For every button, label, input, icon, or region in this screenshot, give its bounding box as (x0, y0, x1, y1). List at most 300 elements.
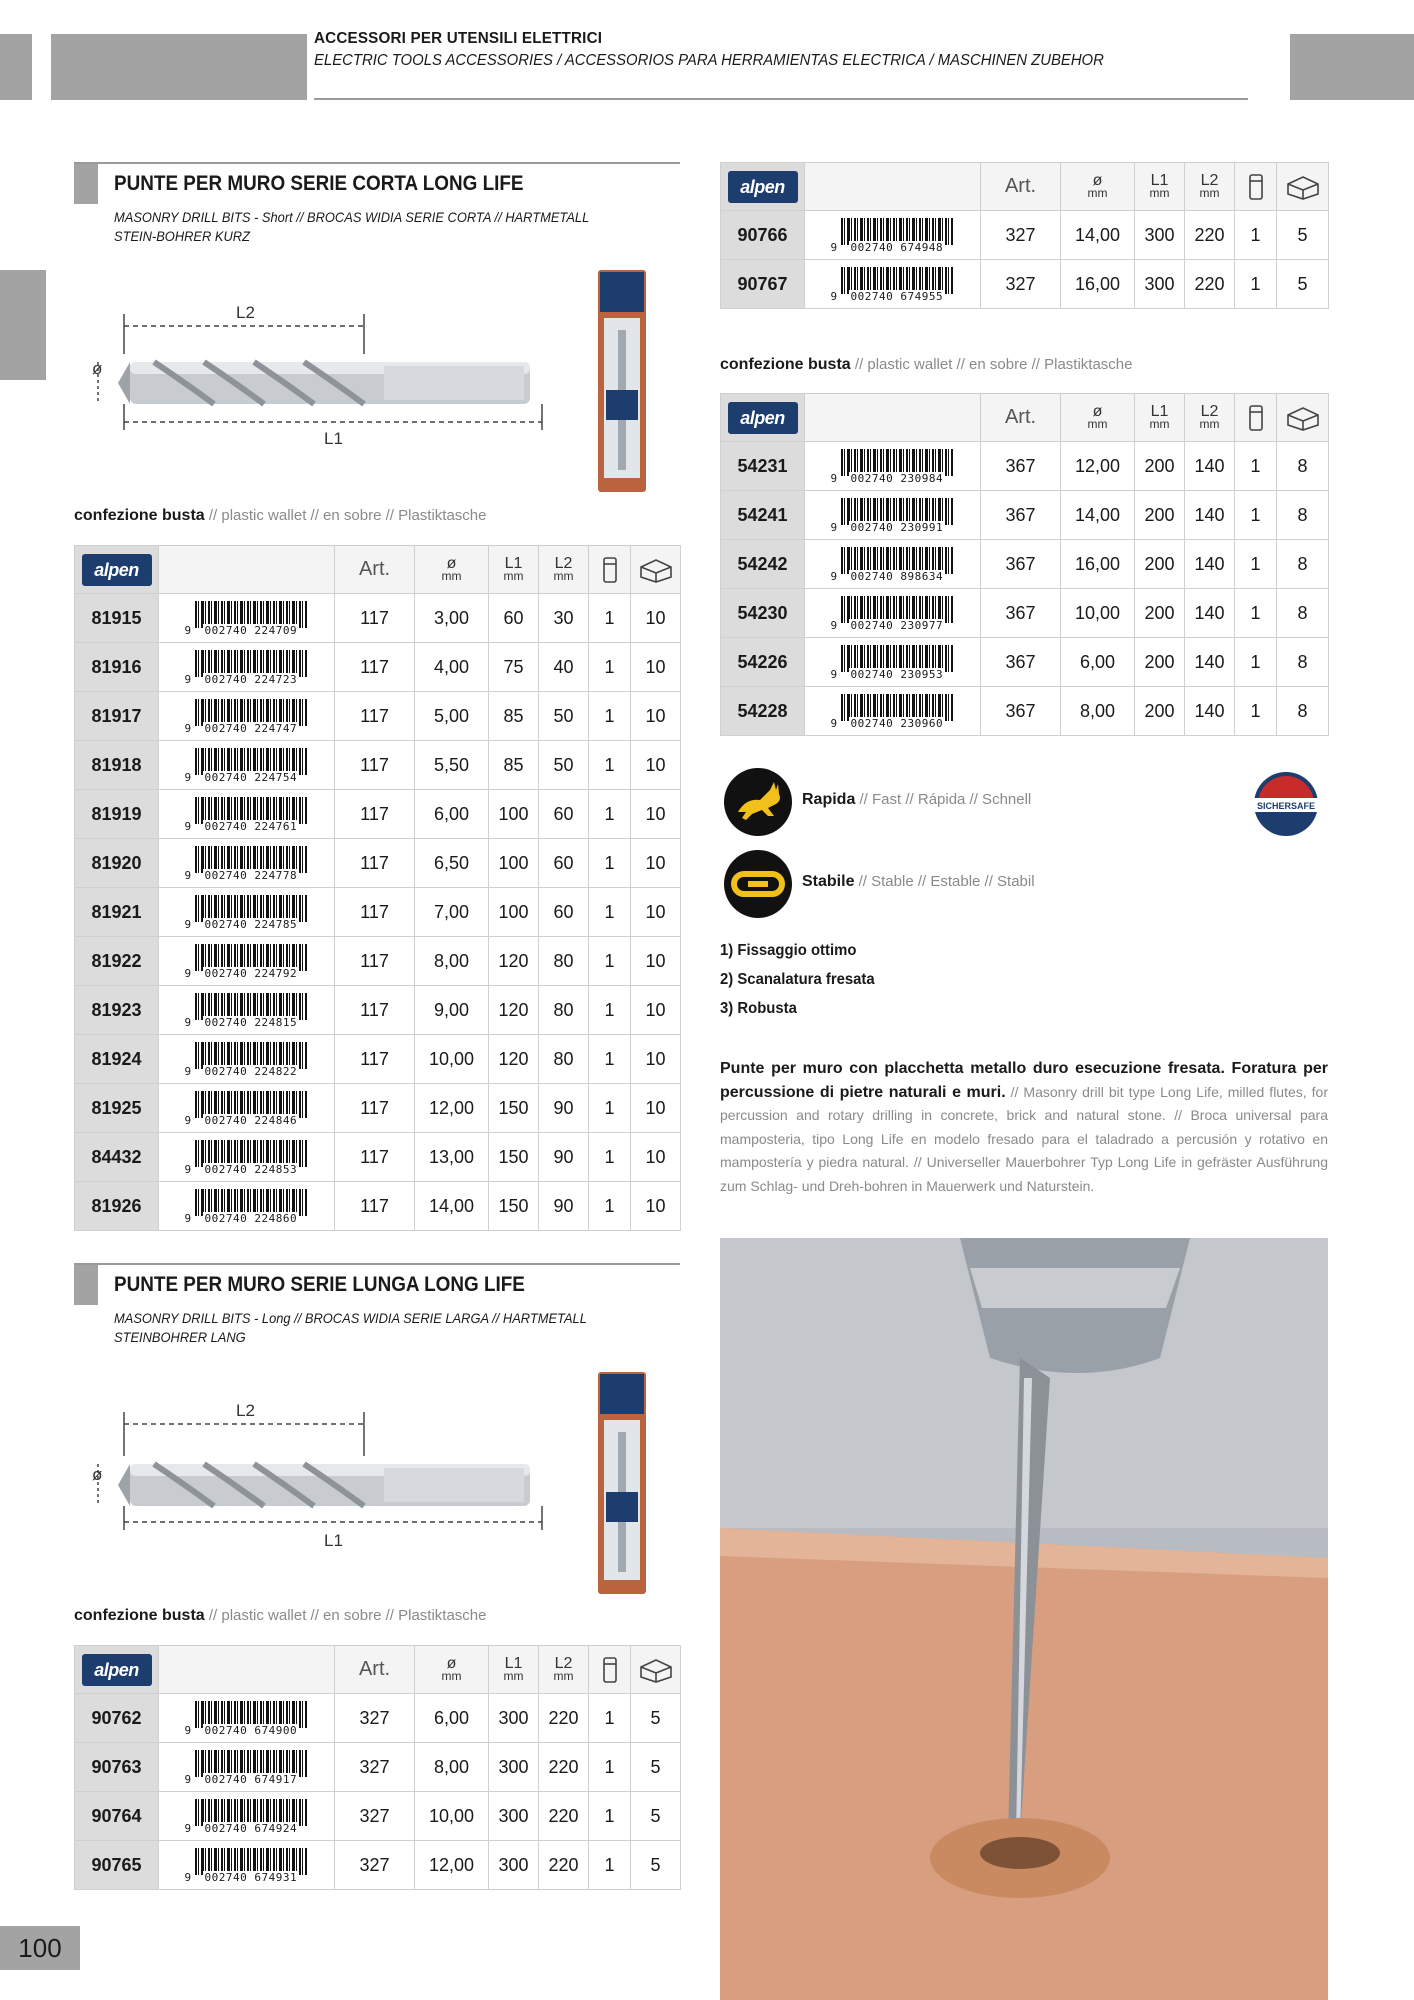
diameter: 6,50 (415, 839, 489, 888)
product-code: 81924 (75, 1035, 159, 1084)
barcode-lead-digit: 9 (184, 1773, 192, 1786)
barcode-lead-digit: 9 (184, 673, 192, 686)
barcode-cell (159, 1133, 335, 1182)
barcode (185, 1040, 309, 1078)
table-row (75, 986, 681, 1035)
barcode-cell (159, 741, 335, 790)
barcode-lead-digit: 9 (830, 717, 838, 730)
list-item: 2) Scanalatura fresata (720, 971, 875, 988)
length-l2: 140 (1185, 687, 1235, 736)
box-pack-icon (1286, 174, 1320, 200)
dim-label-l2: L2 (236, 1401, 255, 1420)
table-row (75, 643, 681, 692)
table-row (721, 687, 1329, 736)
length-l1: 200 (1135, 589, 1185, 638)
barcode-lead-digit: 9 (184, 1212, 192, 1225)
dim-label-l1: L1 (324, 429, 343, 448)
sichersafe-badge-icon (1252, 770, 1320, 838)
box-qty: 5 (631, 1792, 681, 1841)
barcode-number: 002740 674900 (204, 1724, 298, 1737)
product-code: 81920 (75, 839, 159, 888)
box-pack-icon (639, 1657, 673, 1683)
rapida-badge (724, 768, 792, 836)
barcode-lead-digit: 9 (184, 1065, 192, 1078)
table-row (721, 638, 1329, 687)
product-code: 90763 (75, 1743, 159, 1792)
product-code: 54241 (721, 491, 805, 540)
length-l2: 220 (539, 1694, 589, 1743)
length-l1: 150 (489, 1182, 539, 1231)
pack-qty: 1 (589, 741, 631, 790)
table-row (75, 937, 681, 986)
pack-qty: 1 (1235, 687, 1277, 736)
barcode-lead-digit: 9 (184, 1114, 192, 1127)
length-l2: 220 (1185, 260, 1235, 309)
product-code: 90767 (721, 260, 805, 309)
drill-bit-illustration (118, 362, 530, 404)
table-row (721, 491, 1329, 540)
product-code: 54230 (721, 589, 805, 638)
diameter: 8,00 (415, 937, 489, 986)
barcode-cell (159, 1743, 335, 1792)
art-number: 117 (335, 692, 415, 741)
brand-logo: alpen (728, 402, 798, 434)
table-header-row (721, 163, 1329, 211)
product-code: 81917 (75, 692, 159, 741)
length-l1: 100 (489, 839, 539, 888)
barcode-cell (159, 1084, 335, 1133)
barcode-number: 002740 224761 (204, 820, 298, 833)
box-qty: 8 (1277, 442, 1329, 491)
length-l1: 200 (1135, 491, 1185, 540)
col-l2: L2 (1200, 171, 1219, 189)
diameter: 4,00 (415, 643, 489, 692)
barcode (831, 545, 955, 583)
packaging-label-translations: // plastic wallet // en sobre // Plastiktasche (204, 507, 487, 524)
art-number: 367 (981, 687, 1061, 736)
section-subtitle-long: MASONRY DRILL BITS - Long // BROCAS WIDIA SERIE LARGA // HARTMETALL STEINBOHRER LANG (114, 1310, 587, 1345)
product-description (720, 1058, 1328, 1198)
corner-block-left (0, 34, 32, 100)
length-l1: 300 (1135, 211, 1185, 260)
art-number: 117 (335, 1084, 415, 1133)
stabile-label (802, 873, 1035, 891)
col-diam-unit: mm (1087, 416, 1108, 431)
barcode-number: 002740 224815 (204, 1016, 298, 1029)
length-l1: 100 (489, 888, 539, 937)
section-divider (74, 1263, 680, 1265)
length-l1: 75 (489, 643, 539, 692)
box-qty: 10 (631, 741, 681, 790)
table-row (75, 790, 681, 839)
barcode-cell (805, 540, 981, 589)
barcode-number: 002740 674955 (850, 290, 944, 303)
rapida-label-bold: Rapida (802, 791, 856, 808)
barcode (185, 1748, 309, 1786)
barcode (185, 795, 309, 833)
barcode (185, 1187, 309, 1225)
box-qty: 8 (1277, 638, 1329, 687)
barcode (185, 1797, 309, 1835)
diameter: 13,00 (415, 1133, 489, 1182)
length-l1: 60 (489, 594, 539, 643)
box-qty: 10 (631, 1035, 681, 1084)
length-l1: 100 (489, 790, 539, 839)
length-l2: 60 (539, 790, 589, 839)
art-number: 327 (335, 1841, 415, 1890)
barcode (185, 1138, 309, 1176)
table-row (75, 1133, 681, 1182)
product-table-short (74, 545, 681, 1231)
art-number: 117 (335, 1182, 415, 1231)
barcode-lead-digit: 9 (184, 624, 192, 637)
stabile-badge (724, 850, 792, 918)
section-marker (74, 1265, 98, 1305)
barcode-cell (805, 687, 981, 736)
header-divider (314, 98, 1248, 100)
pack-qty: 1 (589, 1182, 631, 1231)
packaging-label-367 (720, 356, 1132, 374)
box-qty: 10 (631, 790, 681, 839)
product-code: 90766 (721, 211, 805, 260)
product-table-long (74, 1645, 681, 1890)
art-number: 117 (335, 1035, 415, 1084)
barcode (185, 746, 309, 784)
packaging-label-translations: // plastic wallet // en sobre // Plastiktasche (204, 1607, 487, 1624)
page-number: 100 (0, 1926, 80, 1970)
pack-qty: 1 (589, 839, 631, 888)
length-l2: 50 (539, 741, 589, 790)
barcode-number: 002740 674917 (204, 1773, 298, 1786)
pack-qty: 1 (1235, 211, 1277, 260)
barcode (831, 496, 955, 534)
description-translations: // Masonry drill bit type Long Life, milled flutes, for percussion and rotary drilling in concrete, brick and natural stone. // Broca universal para mamposteria, tipo Long Life en modelo fresado para el taladrado a percusión y rotativo en mampostería y piedra natural. // Universeller Mauerbohrer Typ Long Life in gefräster Ausführung zum Schlag- und Dreh-bohren in Mauerwerk und Naturstein. (720, 1083, 1329, 1194)
barcode-lead-digit: 9 (184, 967, 192, 980)
barcode-cell (159, 594, 335, 643)
length-l2: 140 (1185, 540, 1235, 589)
pack-qty: 1 (1235, 260, 1277, 309)
table-row (75, 692, 681, 741)
drill-diagram-long (84, 1396, 564, 1556)
box-qty: 10 (631, 1084, 681, 1133)
barcode-lead-digit: 9 (184, 1724, 192, 1737)
barcode-cell (159, 1035, 335, 1084)
barcode-cell (805, 442, 981, 491)
box-qty: 10 (631, 594, 681, 643)
art-number: 327 (981, 211, 1061, 260)
col-l1-unit: mm (1149, 185, 1170, 200)
barcode (185, 991, 309, 1029)
barcode-number: 002740 230984 (850, 472, 944, 485)
pack-qty: 1 (1235, 491, 1277, 540)
section-title-short: PUNTE PER MURO SERIE CORTA LONG LIFE (114, 172, 524, 195)
chain-link-icon (724, 850, 792, 918)
barcode-number: 002740 230991 (850, 521, 944, 534)
length-l2: 60 (539, 839, 589, 888)
col-l2-unit: mm (553, 1668, 574, 1683)
length-l1: 85 (489, 692, 539, 741)
packaging-label-long (74, 1607, 486, 1625)
barcode (831, 216, 955, 254)
product-code: 54242 (721, 540, 805, 589)
single-pack-icon (602, 556, 618, 584)
section-divider (74, 162, 680, 164)
pack-qty: 1 (589, 1694, 631, 1743)
brand-logo: alpen (82, 554, 152, 586)
table-row (75, 1841, 681, 1890)
barcode-lead-digit: 9 (184, 1163, 192, 1176)
pack-qty: 1 (1235, 638, 1277, 687)
col-art: Art. (981, 163, 1061, 211)
section-marker (74, 164, 98, 204)
length-l1: 150 (489, 1133, 539, 1182)
barcode-lead-digit: 9 (830, 668, 838, 681)
barcode-cell (805, 491, 981, 540)
product-code: 90765 (75, 1841, 159, 1890)
art-number: 117 (335, 1133, 415, 1182)
pack-qty: 1 (589, 643, 631, 692)
diameter: 14,00 (1061, 211, 1135, 260)
col-l1: L1 (1150, 402, 1169, 420)
col-diam-unit: mm (441, 1668, 462, 1683)
product-code: 81925 (75, 1084, 159, 1133)
box-qty: 5 (1277, 211, 1329, 260)
drill-in-brick-photo (720, 1238, 1328, 2000)
pack-qty: 1 (589, 594, 631, 643)
length-l1: 120 (489, 937, 539, 986)
col-diam: ø (446, 554, 457, 572)
diameter: 14,00 (1061, 491, 1135, 540)
art-number: 367 (981, 638, 1061, 687)
barcode-cell (159, 986, 335, 1035)
diameter: 10,00 (415, 1035, 489, 1084)
diameter: 12,00 (1061, 442, 1135, 491)
pack-qty: 1 (1235, 540, 1277, 589)
product-code: 90764 (75, 1792, 159, 1841)
section-subtitle-short: MASONRY DRILL BITS - Short // BROCAS WIDIA SERIE CORTA // HARTMETALL STEIN-BOHRER KURZ (114, 209, 590, 244)
box-qty: 10 (631, 643, 681, 692)
col-l1: L1 (504, 554, 523, 572)
drill-diagram-short (84, 294, 564, 454)
art-number: 327 (981, 260, 1061, 309)
product-code: 81921 (75, 888, 159, 937)
table-row (75, 1792, 681, 1841)
barcode-number: 002740 224747 (204, 722, 298, 735)
barcode-lead-digit: 9 (830, 521, 838, 534)
length-l2: 140 (1185, 638, 1235, 687)
art-number: 117 (335, 790, 415, 839)
length-l2: 220 (1185, 211, 1235, 260)
blister-pack-image (598, 270, 646, 492)
length-l2: 60 (539, 888, 589, 937)
diameter: 6,00 (415, 790, 489, 839)
barcode-cell (159, 839, 335, 888)
col-diam-unit: mm (1087, 185, 1108, 200)
table-row (721, 589, 1329, 638)
dim-label-diam: ø (92, 359, 103, 378)
diameter: 6,00 (415, 1694, 489, 1743)
box-qty: 5 (631, 1743, 681, 1792)
barcode-number: 002740 230953 (850, 668, 944, 681)
barcode-lead-digit: 9 (184, 771, 192, 784)
barcode-number: 002740 224853 (204, 1163, 298, 1176)
rapida-label (802, 791, 1031, 809)
sichersafe-badge-text: SICHERSAFE (1256, 801, 1316, 811)
barcode-number: 002740 674948 (850, 241, 944, 254)
art-number: 327 (335, 1694, 415, 1743)
barcode-number: 002740 224709 (204, 624, 298, 637)
col-l1-unit: mm (503, 568, 524, 583)
length-l1: 200 (1135, 540, 1185, 589)
diameter: 5,50 (415, 741, 489, 790)
table-row (75, 1035, 681, 1084)
barcode-number: 002740 224778 (204, 869, 298, 882)
length-l2: 220 (539, 1792, 589, 1841)
corner-block-right (1290, 34, 1414, 100)
barcode-lead-digit: 9 (184, 918, 192, 931)
box-qty: 10 (631, 986, 681, 1035)
page-header-subtitle: ELECTRIC TOOLS ACCESSORIES / ACCESSORIOS PARA HERRAMIENTAS ELECTRICA / MASCHINEN ZUBEHOR (314, 52, 1104, 69)
length-l2: 50 (539, 692, 589, 741)
pack-qty: 1 (589, 1035, 631, 1084)
length-l1: 300 (489, 1694, 539, 1743)
product-table-367 (720, 393, 1329, 736)
barcode-number: 002740 224792 (204, 967, 298, 980)
dim-label-l2: L2 (236, 303, 255, 322)
col-diam: ø (1092, 402, 1103, 420)
single-pack-icon (1248, 404, 1264, 432)
length-l1: 120 (489, 1035, 539, 1084)
diameter: 8,00 (1061, 687, 1135, 736)
diameter: 7,00 (415, 888, 489, 937)
barcode (185, 844, 309, 882)
product-code: 81919 (75, 790, 159, 839)
length-l1: 150 (489, 1084, 539, 1133)
single-pack-icon (602, 1656, 618, 1684)
rapida-label-translations: // Fast // Rápida // Schnell (855, 791, 1032, 808)
product-code: 54226 (721, 638, 805, 687)
section-title-long: PUNTE PER MURO SERIE LUNGA LONG LIFE (114, 1273, 525, 1296)
diameter: 3,00 (415, 594, 489, 643)
art-number: 117 (335, 937, 415, 986)
diameter: 10,00 (1061, 589, 1135, 638)
brand-logo: alpen (82, 1654, 152, 1686)
col-l2: L2 (1200, 402, 1219, 420)
product-photo (720, 1238, 1328, 2000)
barcode-number: 002740 674924 (204, 1822, 298, 1835)
product-code: 54228 (721, 687, 805, 736)
table-row (721, 442, 1329, 491)
side-tab (0, 270, 46, 380)
product-code: 84432 (75, 1133, 159, 1182)
length-l2: 80 (539, 937, 589, 986)
barcode-cell (805, 638, 981, 687)
pack-qty: 1 (589, 1841, 631, 1890)
length-l1: 300 (489, 1792, 539, 1841)
art-number: 367 (981, 442, 1061, 491)
barcode (185, 1089, 309, 1127)
box-qty: 10 (631, 937, 681, 986)
col-l2-unit: mm (1199, 416, 1220, 431)
box-qty: 10 (631, 888, 681, 937)
box-qty: 10 (631, 839, 681, 888)
barcode (185, 893, 309, 931)
length-l2: 140 (1185, 491, 1235, 540)
box-qty: 8 (1277, 687, 1329, 736)
table-row (75, 1743, 681, 1792)
barcode-cell (159, 790, 335, 839)
barcode-lead-digit: 9 (830, 619, 838, 632)
stabile-label-translations: // Stable // Estable // Stabil (854, 873, 1035, 890)
table-row (721, 540, 1329, 589)
length-l2: 40 (539, 643, 589, 692)
product-code: 81918 (75, 741, 159, 790)
barcode-number: 002740 224785 (204, 918, 298, 931)
barcode-lead-digit: 9 (184, 1871, 192, 1884)
barcode-number: 002740 230960 (850, 717, 944, 730)
box-qty: 5 (631, 1841, 681, 1890)
length-l1: 200 (1135, 442, 1185, 491)
box-qty: 5 (1277, 260, 1329, 309)
box-pack-icon (639, 557, 673, 583)
table-row (721, 211, 1329, 260)
barcode-lead-digit: 9 (184, 1016, 192, 1029)
length-l2: 90 (539, 1182, 589, 1231)
barcode (831, 594, 955, 632)
description-bold: Punte per muro con placchetta metallo duro esecuzione fresata. Foratura per percussione di pietre naturali e muri. (720, 1060, 1328, 1101)
barcode-number: 002740 224754 (204, 771, 298, 784)
pack-qty: 1 (1235, 442, 1277, 491)
barcode-lead-digit: 9 (184, 869, 192, 882)
barcode-number: 002740 230977 (850, 619, 944, 632)
box-qty: 8 (1277, 491, 1329, 540)
art-number: 327 (335, 1743, 415, 1792)
single-pack-icon (1248, 173, 1264, 201)
col-art: Art. (335, 1646, 415, 1694)
art-number: 327 (335, 1792, 415, 1841)
packaging-label-short (74, 507, 486, 525)
length-l1: 85 (489, 741, 539, 790)
pack-qty: 1 (589, 937, 631, 986)
product-code: 90762 (75, 1694, 159, 1743)
barcode-cell (159, 643, 335, 692)
length-l1: 200 (1135, 638, 1185, 687)
diameter: 5,00 (415, 692, 489, 741)
barcode-cell (159, 888, 335, 937)
length-l2: 30 (539, 594, 589, 643)
length-l2: 220 (539, 1743, 589, 1792)
length-l2: 80 (539, 986, 589, 1035)
brand-logo: alpen (728, 171, 798, 203)
barcode (831, 692, 955, 730)
blister-pack-image (598, 1372, 646, 1594)
barcode-number: 002740 224860 (204, 1212, 298, 1225)
barcode-cell (805, 260, 981, 309)
barcode-lead-digit: 9 (830, 472, 838, 485)
pack-qty: 1 (589, 1084, 631, 1133)
diameter: 10,00 (415, 1792, 489, 1841)
length-l1: 300 (1135, 260, 1185, 309)
art-number: 117 (335, 594, 415, 643)
page-header-title: ACCESSORI PER UTENSILI ELETTRICI (314, 30, 603, 47)
length-l2: 140 (1185, 589, 1235, 638)
box-qty: 8 (1277, 589, 1329, 638)
table-row (75, 1182, 681, 1231)
barcode-cell (159, 692, 335, 741)
product-table-long-cont (720, 162, 1329, 309)
stabile-label-bold: Stabile (802, 873, 855, 890)
diameter: 16,00 (1061, 260, 1135, 309)
